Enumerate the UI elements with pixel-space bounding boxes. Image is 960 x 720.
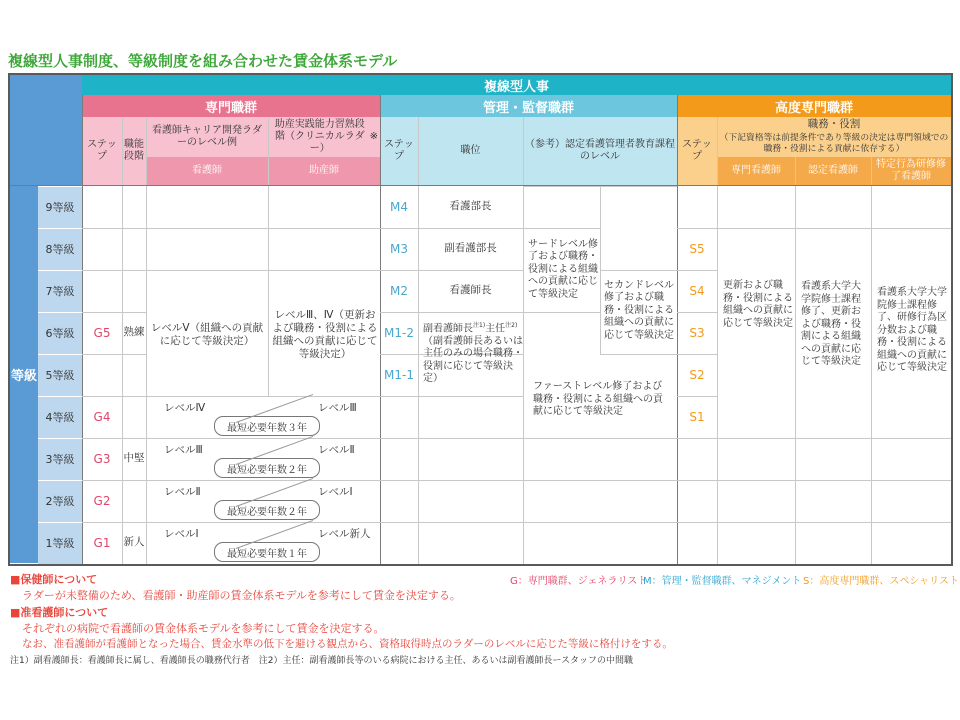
grid-line bbox=[380, 438, 523, 439]
position-m3: 副看護部長 bbox=[444, 242, 497, 255]
min-years-badge: 最短必要年数２年 bbox=[214, 458, 320, 478]
grid-line bbox=[146, 522, 380, 523]
grid-line bbox=[523, 438, 677, 439]
min-years-badge: 最短必要年数２年 bbox=[214, 500, 320, 520]
np-text: 看護系大学大学院修士課程修了、研修行為区分数および職務・役割による組織への貢献に応じて等級決定 bbox=[877, 287, 947, 374]
specialist-nurse-header: 看護師 bbox=[146, 157, 268, 185]
page-title: 複線型人事制度、等級制度を組み合わせた賃金体系モデル bbox=[8, 52, 398, 70]
grid-line bbox=[146, 396, 380, 397]
advanced-duty-header: 職務・役割 bbox=[807, 117, 861, 130]
grade-row-label: 3等級 bbox=[38, 438, 82, 480]
specialist-midwife-header: 助産師 bbox=[268, 157, 380, 185]
grade-row-label: 8等級 bbox=[38, 228, 82, 270]
stage-senior: 熟練 bbox=[123, 326, 145, 339]
top-header: 複線型人事 bbox=[82, 75, 951, 95]
ladder-level-nurse: レベルⅠ bbox=[164, 528, 199, 541]
ladder-level-midwife: レベルⅠ bbox=[318, 486, 353, 499]
step-s4: S4 bbox=[689, 283, 705, 298]
grade-row-label: 6等級 bbox=[38, 312, 82, 354]
specialist-clinical-header: 助産実践能力習熟段階（クリニカルラダー） ※ bbox=[274, 119, 378, 154]
grid-line bbox=[380, 396, 523, 397]
second-level-text: セカンドレベル修了および職務・役割による組織への貢献に応じて等級決定 bbox=[604, 279, 674, 341]
min-years-badge: 最短必要年数３年 bbox=[214, 416, 320, 436]
grid-line bbox=[717, 522, 951, 523]
step-g3: G3 bbox=[93, 451, 111, 466]
note-lpn-head: ■准看護師について bbox=[10, 606, 109, 619]
midwife-level-34: レベルⅢ、Ⅳ（更新および職務・役割による組織への貢献に応じて等級決定） bbox=[272, 308, 378, 361]
grade-row-label: 1等級 bbox=[38, 522, 82, 564]
grade-row-label: 5等級 bbox=[38, 354, 82, 396]
advanced-cns-header: 専門看護師 bbox=[717, 157, 795, 185]
grid-line bbox=[600, 270, 677, 271]
stage-new: 新人 bbox=[123, 536, 145, 549]
specialist-ladder-header: 看護師キャリア開発ラダーのレベル例 bbox=[152, 125, 262, 148]
ladder-level-midwife: レベルⅡ bbox=[318, 444, 355, 457]
grade-header-blank bbox=[10, 75, 82, 185]
grade-label: 等級 bbox=[10, 185, 38, 563]
footnote: 注1）副看護師長：看護師長に属し、看護師長の職務代行者 注2）主任：副看護師長等のいる病院における主任、あるいは副看護師長ースタッフの中間職 bbox=[10, 656, 634, 666]
note-lpn-text2: なお、准看護師が看護師となった場合、賃金水準の低下を避ける観点から、資格取得時点のラダーのレベルに応じた等級に格付けをする。 bbox=[22, 638, 673, 650]
stage-mid: 中堅 bbox=[123, 452, 145, 465]
step-m3: M3 bbox=[390, 241, 408, 256]
step-m1-1: M1-1 bbox=[384, 367, 414, 382]
advanced-duty-note: （下記資格等は前提条件であり等級の決定は専門領域での職務・役割による貢献に依存する） bbox=[719, 132, 949, 154]
ladder-level-nurse: レベルⅣ bbox=[164, 402, 206, 415]
legend-g: G：専門職群、ジェネラリスト bbox=[510, 576, 648, 587]
grid-line bbox=[523, 186, 677, 187]
specialist-step-header: ステップ bbox=[87, 139, 117, 162]
grid-line bbox=[82, 228, 146, 229]
step-g4: G4 bbox=[93, 409, 111, 424]
note-phn-text: ラダーが未整備のため、看護師・助産師の賃金体系モデルを参考にして賃金を決定する。 bbox=[22, 589, 461, 602]
step-s5: S5 bbox=[689, 241, 705, 256]
step-s3: S3 bbox=[689, 325, 705, 340]
grid-line bbox=[146, 438, 380, 439]
step-g5: G5 bbox=[93, 325, 111, 340]
third-level-text: サードレベル修了および職務・役割による組織への貢献に応じて等級決定 bbox=[528, 238, 598, 300]
grid-line bbox=[523, 522, 677, 523]
ladder-level-midwife: レベルⅢ bbox=[318, 402, 357, 415]
first-level-text: ファーストレベル修了および職務・役割による組織への貢献に応じて等級決定 bbox=[533, 381, 663, 418]
grid-line bbox=[717, 438, 951, 439]
legend-s: S：高度専門職群、スペシャリスト bbox=[803, 576, 959, 587]
grid-line bbox=[871, 157, 872, 564]
position-m1: 副看護師長$^{注1)}$主任$^{注2)}$ （副看護師長あるいは主任のみの場合職務・役割に応じて等級決定） bbox=[423, 322, 523, 385]
grade-row-label: 2等級 bbox=[38, 480, 82, 522]
grade-row-label: 9等級 bbox=[38, 186, 82, 228]
grid-line bbox=[717, 228, 951, 229]
grid-line bbox=[146, 228, 380, 229]
grid-line bbox=[268, 117, 269, 396]
legend-m: M：管理・監督職群、マネジメント bbox=[643, 576, 802, 587]
grid-line bbox=[380, 522, 523, 523]
specialist-role-header: 職能段階 bbox=[124, 139, 144, 162]
step-m2: M2 bbox=[390, 283, 408, 298]
grid-line bbox=[146, 270, 380, 271]
grid-line bbox=[600, 354, 677, 355]
step-g2: G2 bbox=[93, 493, 111, 508]
grid-line bbox=[677, 438, 717, 439]
nurse-level-v: レベルⅤ（組織への貢献に応じて等級決定） bbox=[150, 321, 264, 347]
min-years-badge: 最短必要年数１年 bbox=[214, 542, 320, 562]
cn-text: 看護系大学大学院修士課程修了、更新および職務・役割による組織への貢献に応じて等級決定 bbox=[801, 281, 861, 368]
grid-line bbox=[795, 157, 796, 564]
group-advanced: 高度専門職群 bbox=[677, 95, 951, 117]
management-ref-header: （参考）認定看護管理者教育課程のレベル bbox=[525, 139, 675, 162]
grid-line bbox=[677, 522, 717, 523]
ladder-level-nurse: レベルⅢ bbox=[164, 444, 203, 457]
note-phn-head: ■保健師について bbox=[10, 573, 98, 586]
advanced-step-header: ステップ bbox=[682, 139, 712, 162]
position-m2: 看護師長 bbox=[449, 284, 492, 297]
cns-text: 更新および職務・役割による組織への貢献に応じて等級決定 bbox=[723, 280, 793, 329]
ladder-level-midwife: レベル新人 bbox=[318, 528, 371, 541]
grade-row-label: 7等級 bbox=[38, 270, 82, 312]
grid-line bbox=[523, 228, 600, 229]
step-m1-2: M1-2 bbox=[384, 325, 414, 340]
step-s1: S1 bbox=[689, 409, 705, 424]
advanced-np-header: 特定行為研修修了看護師 bbox=[871, 157, 951, 185]
grid-line bbox=[380, 480, 523, 481]
group-management: 管理・監督職群 bbox=[380, 95, 677, 117]
step-m4: M4 bbox=[390, 199, 408, 214]
step-g1: G1 bbox=[93, 535, 111, 550]
management-position-header: 職位 bbox=[460, 145, 481, 156]
advanced-cn-header: 認定看護師 bbox=[795, 157, 871, 185]
grid-line bbox=[146, 480, 380, 481]
grid-line bbox=[523, 480, 677, 481]
grid-line bbox=[677, 480, 717, 481]
group-specialist: 専門職群 bbox=[82, 95, 380, 117]
grid-line bbox=[717, 480, 951, 481]
step-s2: S2 bbox=[689, 367, 705, 382]
management-step-header: ステップ bbox=[384, 139, 414, 162]
ladder-level-nurse: レベルⅡ bbox=[164, 486, 201, 499]
grade-row-label: 4等級 bbox=[38, 396, 82, 438]
grid-line bbox=[523, 312, 600, 313]
note-lpn-text1: それぞれの病院で看護師の賃金体系モデルを参考にして賃金を決定する。 bbox=[22, 622, 385, 635]
position-m4: 看護部長 bbox=[449, 200, 492, 213]
